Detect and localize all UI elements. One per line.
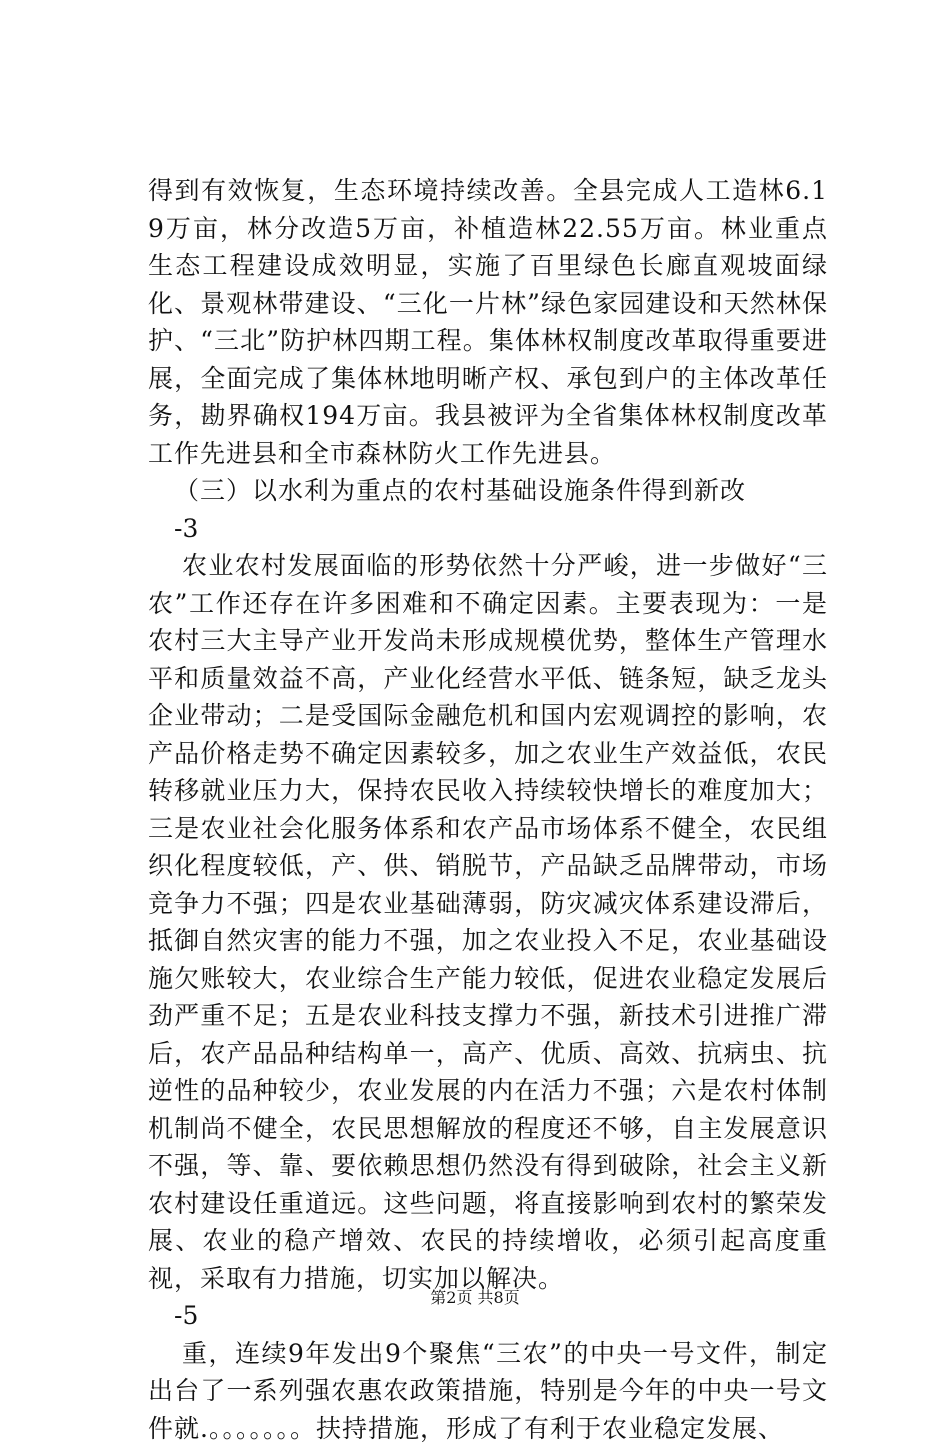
section-heading-3: （三）以水利为重点的农村基础设施条件得到新改: [148, 472, 828, 510]
paragraph-policy: 重，连续9年发出9个聚焦“三农”的中央一号文件，制定出台了一系列强农惠农政策措施，特别是今年的中央一号文件就.。。。。。。。扶持措施，形成了有利于农业稳定发展、: [148, 1335, 828, 1447]
paragraph-problems: 农业农村发展面临的形势依然十分严峻，进一步做好“三农”工作还存在许多困难和不确定因素。主要表现为：一是农村三大主导产业开发尚未形成规模优势，整体生产管理水平和质量效益不高，产业化经营水平低、链条短，缺乏龙头企业带动；二是受国际金融危机和国内宏观调控的影响，农产品价格走势不确定因素较多，加之农业生产效益低，农民转移就业压力大，保持农民收入持续较快增长的难度加大；三是农业社会化服务体系和农产品市场体系不健全，农民组织化程度较低，产、供、销脱节，产品缺乏品牌带动，市场竞争力不强；四是农业基础薄弱，防灾减灾体系建设滞后，抵御自然灾害的能力不强，加之农业投入不足，农业基础设施欠账较大，农业综合生产能力较低，促进农业稳定发展后劲严重不足；五是农业科技支撑力不强，新技术引进推广滞后，农产品品种结构单一，高产、优质、高效、抗病虫、抗逆性的品种较少，农业发展的内在活力不强；六是农村体制机制尚不健全，农民思想解放的程度还不够，自主发展意识不强，等、靠、要依赖思想仍然没有得到破除，社会主义新农村建设任重道远。这些问题，将直接影响到农村的繁荣发展、农业的稳产增效、农民的持续增收，必须引起高度重视，采取有力措施，切实加以解决。: [148, 547, 828, 1297]
paragraph-forestry: 得到有效恢复，生态环境持续改善。全县完成人工造林6.19万亩，林分改造5万亩，补植造林22.55万亩。林业重点生态工程建设成效明显，实施了百里绿色长廊直观坡面绿化、景观林带建设、“三化一片林”绿色家园建设和天然林保护、“三北”防护林四期工程。集体林权制度改革取得重要进展，全面完成了集体林地明晰产权、承包到户的主体改革任务，勘界确权194万亩。我县被评为全省集体林权制度改革工作先进县和全市森林防火工作先进县。: [148, 172, 828, 472]
page-footer: [0, 1288, 950, 1308]
page-marker-5: -5: [148, 1297, 828, 1335]
page-marker-3: -3: [148, 510, 828, 548]
page-number-text: 第2页 共8页: [430, 1288, 519, 1307]
document-body: [148, 172, 828, 1447]
